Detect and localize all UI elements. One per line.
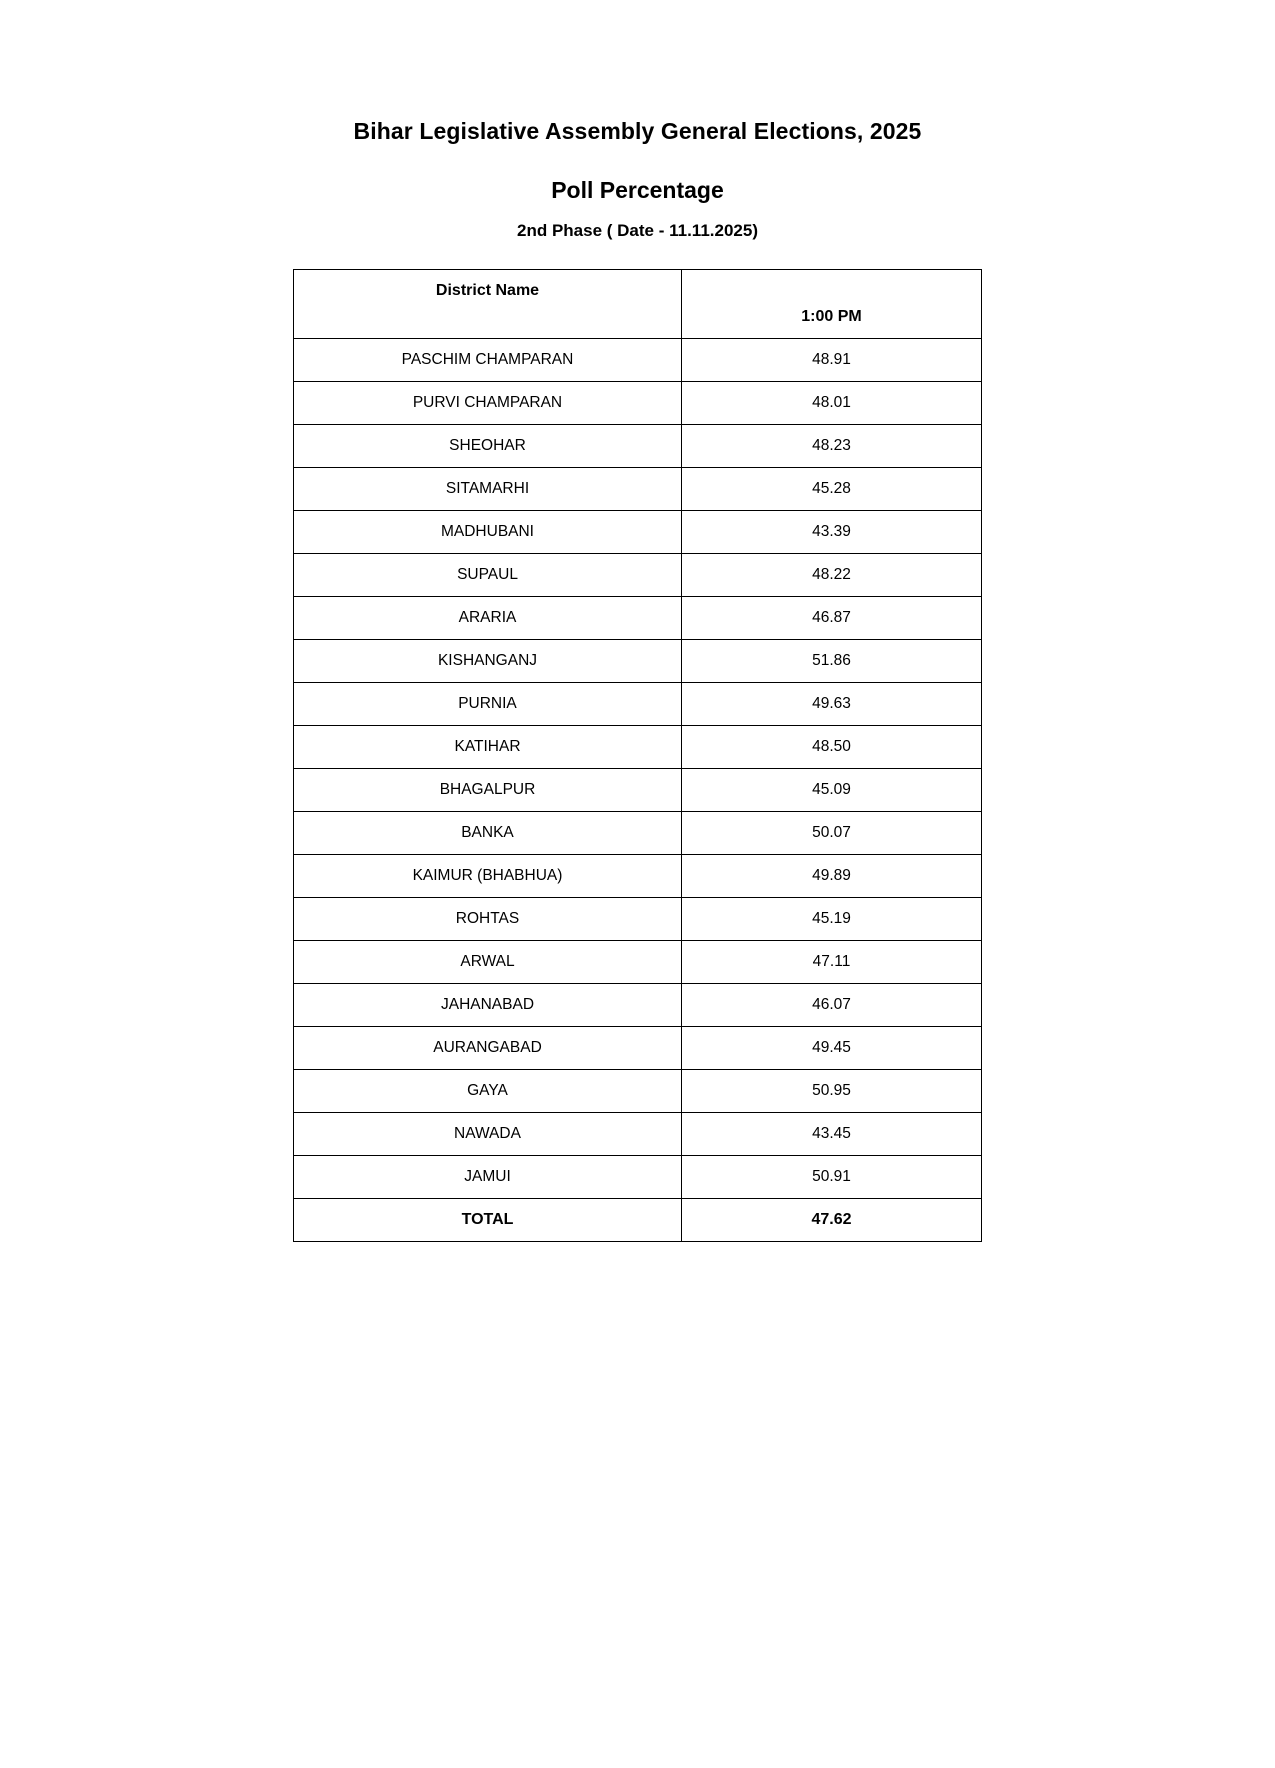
table-row: [294, 640, 982, 683]
table-row: [294, 339, 982, 382]
cell-poll-percentage: 51.86: [682, 640, 982, 683]
column-header-district: District Name: [294, 270, 682, 339]
cell-poll-percentage: 46.07: [682, 984, 982, 1027]
table-row: [294, 511, 982, 554]
table-row: [294, 554, 982, 597]
cell-total-label: TOTAL: [294, 1199, 682, 1242]
cell-poll-percentage: 43.45: [682, 1113, 982, 1156]
cell-district-name: MADHUBANI: [294, 511, 682, 554]
poll-table-container: [0, 269, 1275, 1242]
table-header-row: [294, 270, 982, 339]
cell-district-name: GAYA: [294, 1070, 682, 1113]
cell-total-value: 47.62: [682, 1199, 982, 1242]
cell-poll-percentage: 49.89: [682, 855, 982, 898]
table-row: [294, 1070, 982, 1113]
cell-district-name: PASCHIM CHAMPARAN: [294, 339, 682, 382]
cell-district-name: KAIMUR (BHABHUA): [294, 855, 682, 898]
cell-district-name: SHEOHAR: [294, 425, 682, 468]
cell-poll-percentage: 49.45: [682, 1027, 982, 1070]
table-row: [294, 941, 982, 984]
cell-district-name: SUPAUL: [294, 554, 682, 597]
cell-district-name: ROHTAS: [294, 898, 682, 941]
cell-poll-percentage: 45.28: [682, 468, 982, 511]
cell-district-name: NAWADA: [294, 1113, 682, 1156]
table-row: [294, 468, 982, 511]
cell-poll-percentage: 47.11: [682, 941, 982, 984]
cell-district-name: SITAMARHI: [294, 468, 682, 511]
cell-district-name: ARWAL: [294, 941, 682, 984]
cell-poll-percentage: 48.91: [682, 339, 982, 382]
table-row: [294, 683, 982, 726]
table-body: [294, 339, 982, 1242]
table-row: [294, 726, 982, 769]
table-row: [294, 1113, 982, 1156]
column-header-time: 1:00 PM: [682, 270, 982, 339]
document-page: [0, 118, 1275, 1768]
table-row: [294, 425, 982, 468]
cell-poll-percentage: 46.87: [682, 597, 982, 640]
cell-district-name: PURNIA: [294, 683, 682, 726]
cell-district-name: BHAGALPUR: [294, 769, 682, 812]
table-row: [294, 382, 982, 425]
cell-poll-percentage: 50.95: [682, 1070, 982, 1113]
cell-poll-percentage: 45.09: [682, 769, 982, 812]
cell-district-name: BANKA: [294, 812, 682, 855]
cell-district-name: ARARIA: [294, 597, 682, 640]
page-subtitle: Poll Percentage: [551, 177, 724, 203]
cell-poll-percentage: 50.07: [682, 812, 982, 855]
cell-district-name: KATIHAR: [294, 726, 682, 769]
page-title: Bihar Legislative Assembly General Elections, 2025: [353, 118, 922, 144]
table-header: [294, 270, 982, 339]
table-row-total: [294, 1199, 982, 1242]
cell-poll-percentage: 48.01: [682, 382, 982, 425]
cell-poll-percentage: 48.23: [682, 425, 982, 468]
cell-district-name: PURVI CHAMPARAN: [294, 382, 682, 425]
cell-district-name: JAMUI: [294, 1156, 682, 1199]
cell-poll-percentage: 48.50: [682, 726, 982, 769]
cell-poll-percentage: 48.22: [682, 554, 982, 597]
table-row: [294, 812, 982, 855]
cell-poll-percentage: 50.91: [682, 1156, 982, 1199]
table-row: [294, 769, 982, 812]
table-row: [294, 597, 982, 640]
cell-poll-percentage: 43.39: [682, 511, 982, 554]
cell-district-name: AURANGABAD: [294, 1027, 682, 1070]
table-row: [294, 1156, 982, 1199]
table-row: [294, 1027, 982, 1070]
cell-poll-percentage: 45.19: [682, 898, 982, 941]
poll-percentage-table: [293, 269, 982, 1242]
cell-district-name: JAHANABAD: [294, 984, 682, 1027]
cell-poll-percentage: 49.63: [682, 683, 982, 726]
table-row: [294, 898, 982, 941]
page-phase-line: 2nd Phase ( Date - 11.11.2025): [517, 221, 758, 240]
cell-district-name: KISHANGANJ: [294, 640, 682, 683]
table-row: [294, 984, 982, 1027]
table-row: [294, 855, 982, 898]
